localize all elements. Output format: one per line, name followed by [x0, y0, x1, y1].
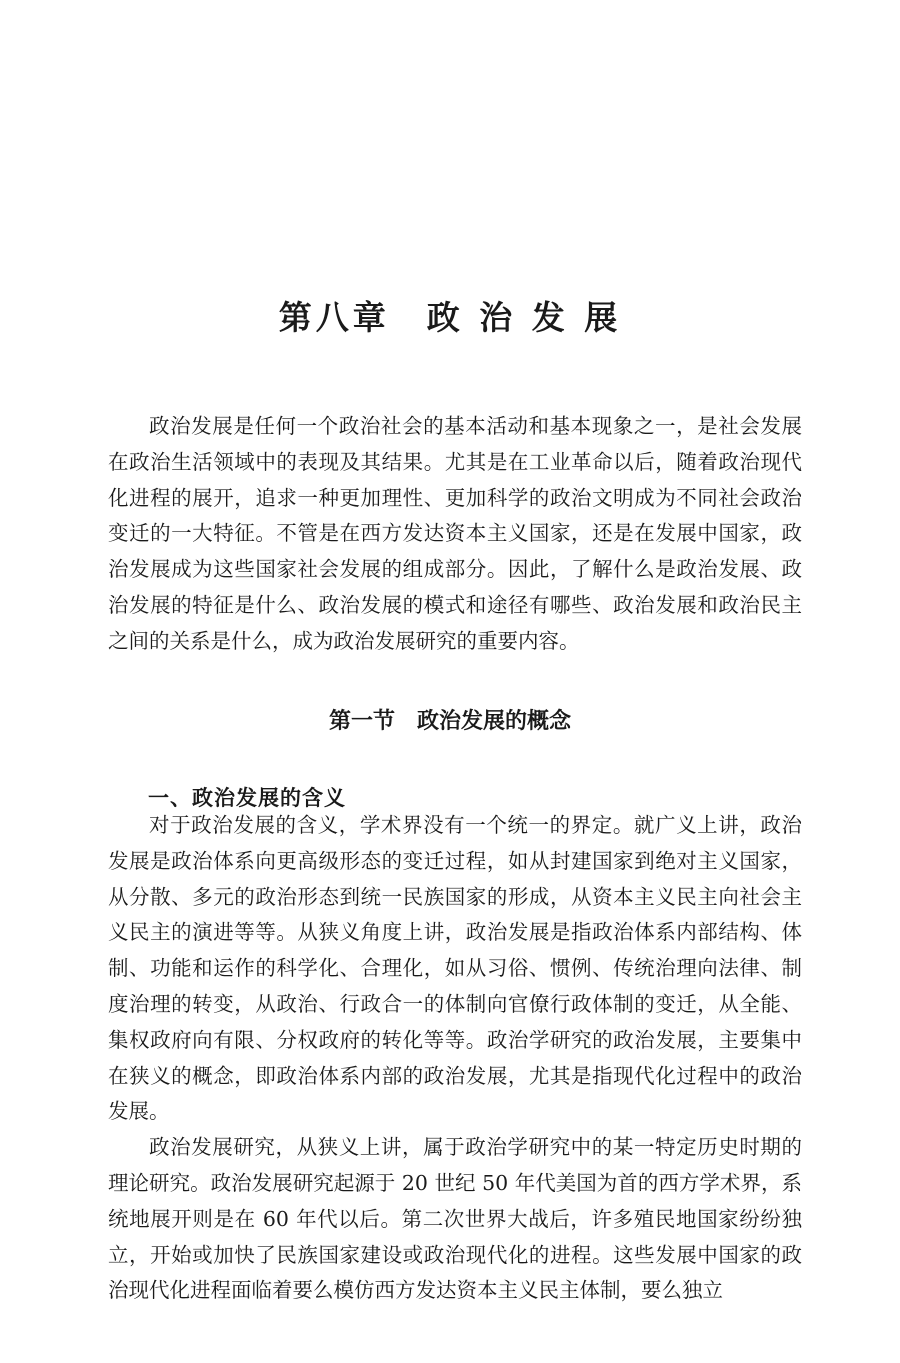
section-title: 第一节 政治发展的概念	[328, 709, 571, 735]
subsection-title: 一、政治发展的含义	[148, 785, 346, 810]
intro-section	[108, 409, 802, 660]
chapter-title: 第八章 政 治 发 展	[278, 298, 622, 338]
body-paragraph: 对于政治发展的含义，学术界没有一个统一的界定。就广义上讲，政治发展是政治体系向更高级形态的变迁过程，如从封建国家到绝对主义国家，从分散、多元的政治形态到统一民族国家的形成，从资本主义民主向社会主义民主的演进等等。从狭义角度上讲，政治发展是指政治体系内部结构、体制、功能和运作的科学化、合理化，如从习俗、惯例、传统治理向法律、制度治理的转变，从政治、行政合一的体制向官僚行政体制的变迁，从全能、集权政府向有限、分权政府的转化等等。政治学研究的政治发展，主要集中在狭义的概念，即政治体系内部的政治发展，尤其是指现代化过程中的政治发展。	[108, 813, 802, 1124]
intro-paragraph: 政治发展是任何一个政治社会的基本活动和基本现象之一，是社会发展在政治生活领域中的表现及其结果。尤其是在工业革命以后，随着政治现代化进程的展开，追求一种更加理性、更加科学的政治文明成为不同社会政治变迁的一大特征。不管是在西方发达资本主义国家，还是在发展中国家，政治发展成为这些国家社会发展的组成部分。因此，了解什么是政治发展、政治发展的特征是什么、政治发展的模式和途径有哪些、政治发展和政治民主之间的关系是什么，成为政治发展研究的重要内容。	[108, 414, 802, 653]
body-paragraph: 政治发展研究，从狭义上讲，属于政治学研究中的某一特定历史时期的理论研究。政治发展研究起源于 20 世纪 50 年代美国为首的西方学术界，系统地展开则是在 60 年代以后。第二次世界大战后，许多殖民地国家纷纷独立，开始或加快了民族国家建设或政治现代化的进程。这些发展中国家的政治现代化进程面临着要么模仿西方发达资本主义民主体制，要么独立	[108, 1135, 802, 1303]
body-text	[108, 808, 802, 1309]
